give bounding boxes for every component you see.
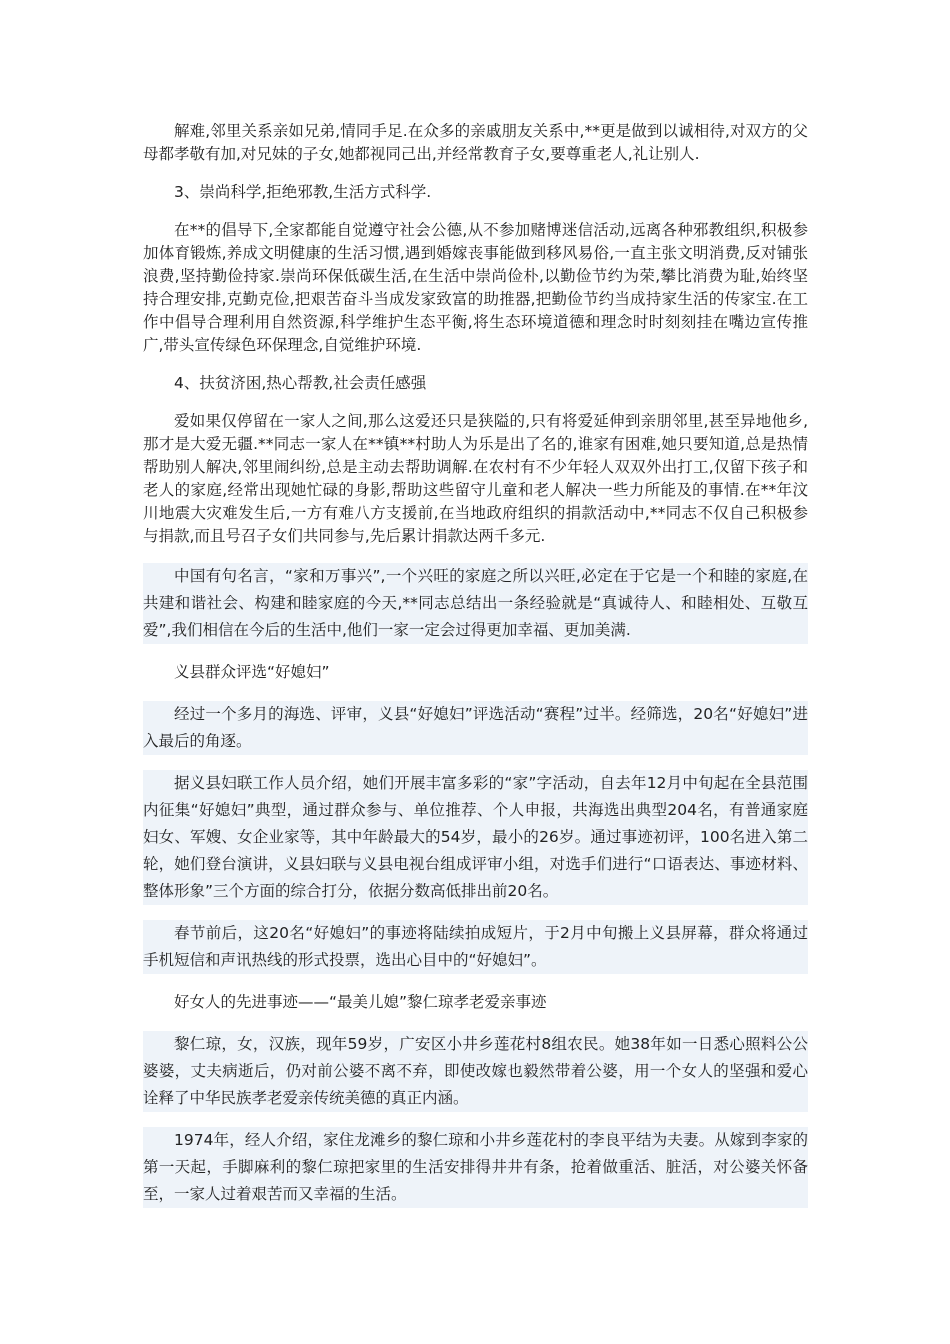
paragraph-harmony: 中国有句名言，“家和万事兴”,一个兴旺的家庭之所以兴旺,必定在于它是一个和睦的家庭,在共建和谐社会、构建和睦家庭的今天,**同志总结出一条经验就是“真诚待人、和睦相处、互敬互爱”,我们相信在今后的生活中,他们一家一定会过得更加幸福、更加美满. <box>143 563 808 644</box>
heading-science: 3、崇尚科学,拒绝邪教,生活方式科学. <box>174 183 432 201</box>
heading-charity: 4、扶贫济困,热心帮教,社会责任感强 <box>174 374 427 392</box>
paragraph-spring-festival: 春节前后，这20名“好媳妇”的事迹将陆续拍成短片，于2月中旬搬上义县屏幕，群众将通过手机短信和声讯热线的形式投票，选出心目中的“好媳妇”。 <box>143 920 808 974</box>
paragraph-womens-federation: 据义县妇联工作人员介绍，她们开展丰富多彩的“家”字活动，自去年12月中旬起在全县范围内征集“好媳妇”典型，通过群众参与、单位推荐、个人申报，共海选出典型204名，有普通家庭妇女、军嫂、女企业家等，其中年龄最大的54岁，最小的26岁。通过事迹初评，100名进入第二轮，她们登台演讲，义县妇联与义县电视台组成评审小组，对选手们进行“口语表达、事迹材料、整体形象”三个方面的综合打分，依据分数高低排出前20名。 <box>143 770 808 905</box>
paragraph-science: 在**的倡导下,全家都能自觉遵守社会公德,从不参加赌博迷信活动,远离各种邪教组织,积极参加体育锻炼,养成文明健康的生活习惯,遇到婚嫁丧事能做到移风易俗,一直主张文明消费,反对铺张浪费,坚持勤俭持家.崇尚环保低碳生活,在生活中崇尚俭朴,以勤俭节约为荣,攀比消费为耻,始终坚持合理安排,克勤克俭,把艰苦奋斗当成发家致富的助推器,把勤俭节约当成持家生活的传家宝.在工作中倡导合理利用自然资源,科学维护生态平衡,将生态环境道德和理念时时刻刻挂在嘴边宣传推广,带头宣传绿色环保理念,自觉维护环境. <box>143 221 808 354</box>
heading-good-daughter-in-law: 义县群众评选“好媳妇” <box>174 663 330 681</box>
paragraph-neighbors: 解难,邻里关系亲如兄弟,情同手足.在众多的亲戚朋友关系中,**更是做到以诚相待,对双方的父母都孝敬有加,对兄妹的子女,她都视同己出,并经常教育子女,要尊重老人,礼让别人. <box>143 122 808 163</box>
heading-best-daughter-in-law: 好女人的先进事迹——“最美儿媳”黎仁琼孝老爱亲事迹 <box>174 993 547 1011</box>
paragraph-1974: 1974年，经人介绍，家住龙滩乡的黎仁琼和小井乡莲花村的李良平结为夫妻。从嫁到李家的第一天起，手脚麻利的黎仁琼把家里的生活安排得井井有条，抢着做重活、脏活，对公婆关怀备至，一家人过着艰苦而又幸福的生活。 <box>143 1127 808 1208</box>
document-body <box>143 120 808 1208</box>
paragraph-li-renqiong: 黎仁琼，女，汉族，现年59岁，广安区小井乡莲花村8组农民。她38年如一日悉心照料公公婆婆，丈夫病逝后，仍对前公婆不离不弃，即使改嫁也毅然带着公婆，用一个女人的坚强和爱心诠释了中华民族孝老爱亲传统美德的真正内涵。 <box>143 1031 808 1112</box>
paragraph-charity: 爱如果仅停留在一家人之间,那么这爱还只是狭隘的,只有将爱延伸到亲朋邻里,甚至异地他乡,那才是大爱无疆.**同志一家人在**镇**村助人为乐是出了名的,谁家有困难,她只要知道,总是热情帮助别人解决,邻里闹纠纷,总是主动去帮助调解.在农村有不少年轻人双双外出打工,仅留下孩子和老人的家庭,经常出现她忙碌的身影,帮助这些留守儿童和老人解决一些力所能及的事情.在**年汶川地震大灾难发生后,一方有难八方支援前,在当地政府组织的捐款活动中,**同志不仅自己积极参与捐款,而且号召子女们共同参与,先后累计捐款达两千多元. <box>143 412 808 545</box>
paragraph-selection: 经过一个多月的海选、评审，义县“好媳妇”评选活动“赛程”过半。经筛选，20名“好媳妇”进入最后的角逐。 <box>143 701 808 755</box>
